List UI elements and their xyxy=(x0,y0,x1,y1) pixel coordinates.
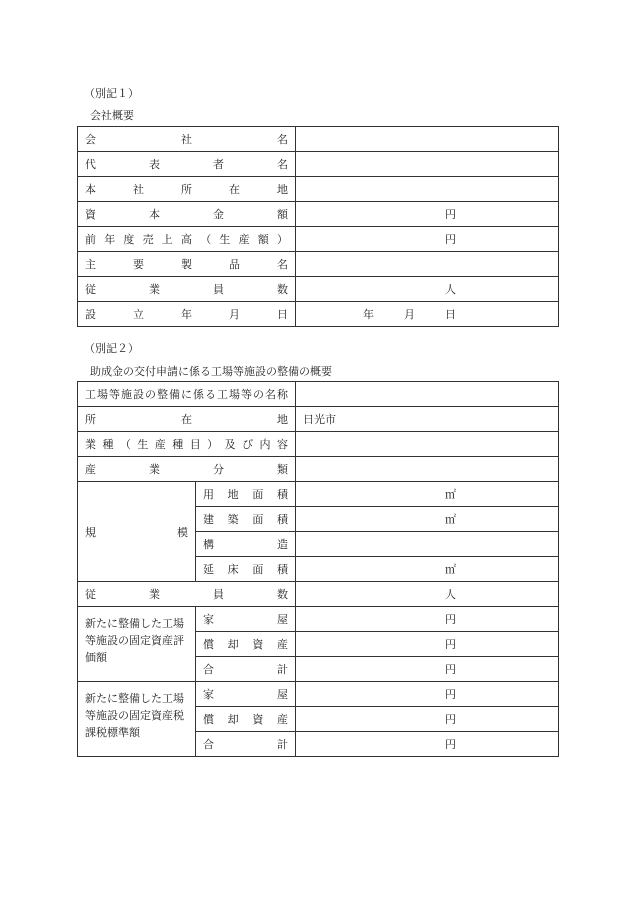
table-row xyxy=(78,177,559,202)
table-row xyxy=(78,127,559,152)
table-row xyxy=(78,607,559,632)
table-row xyxy=(78,152,559,177)
appendix-1-heading: （別記１） xyxy=(84,87,139,100)
facility-name-label: 工場等施設の整備に係る工場等の名称 xyxy=(78,382,296,407)
table-row xyxy=(78,202,559,227)
facility-employees-label: 従業員数 xyxy=(78,582,296,607)
business-type-value xyxy=(296,432,559,457)
date-day: 日 xyxy=(445,308,456,321)
assess-total-unit: 円 xyxy=(296,657,559,682)
structure-label: 構造 xyxy=(196,532,296,557)
founded-value xyxy=(296,302,559,327)
assessed-value-label: 新たに整備した工場等施設の固定資産評価額 xyxy=(78,607,196,682)
tax-depreciable-label: 償却資産 xyxy=(196,707,296,732)
head-office-label: 本社所在地 xyxy=(78,177,296,202)
date-year: 年 xyxy=(363,308,374,321)
company-overview-table xyxy=(77,126,559,327)
facility-name-value xyxy=(296,382,559,407)
building-area-label: 建築面積 xyxy=(196,507,296,532)
prior-year-sales-label: 前年度売上高（生産額） xyxy=(78,227,296,252)
table-row xyxy=(78,407,559,432)
tax-house-unit: 円 xyxy=(296,682,559,707)
table-row xyxy=(78,252,559,277)
employees-label: 従業員数 xyxy=(78,277,296,302)
industry-class-value xyxy=(296,457,559,482)
capital-label: 資本金額 xyxy=(78,202,296,227)
tax-total-unit: 円 xyxy=(296,732,559,757)
table-row xyxy=(78,582,559,607)
table-row xyxy=(78,302,559,327)
table-row xyxy=(78,382,559,407)
date-month: 月 xyxy=(404,308,415,321)
tax-base-label: 新たに整備した工場等施設の固定資産税課税標準額 xyxy=(78,682,196,757)
tax-house-label: 家屋 xyxy=(196,682,296,707)
representative-value xyxy=(296,152,559,177)
site-area-label: 用地面積 xyxy=(196,482,296,507)
location-label: 所在地 xyxy=(78,407,296,432)
representative-label: 代表者名 xyxy=(78,152,296,177)
tax-total-label: 合計 xyxy=(196,732,296,757)
facility-employees-unit: 人 xyxy=(296,582,559,607)
company-overview-title: 会社概要 xyxy=(90,109,134,122)
table-row xyxy=(78,432,559,457)
floor-area-label: 延床面積 xyxy=(196,557,296,582)
appendix-2-heading: （別記２） xyxy=(84,342,139,355)
table-row xyxy=(78,682,559,707)
head-office-value xyxy=(296,177,559,202)
main-products-label: 主要製品名 xyxy=(78,252,296,277)
structure-value xyxy=(296,532,559,557)
prior-year-sales-value: 円 xyxy=(296,227,559,252)
table-row xyxy=(78,227,559,252)
main-products-value xyxy=(296,252,559,277)
facility-overview-title: 助成金の交付申請に係る工場等施設の整備の概要 xyxy=(90,365,332,378)
location-value: 日光市 xyxy=(296,407,559,432)
assess-depreciable-label: 償却資産 xyxy=(196,632,296,657)
founded-label: 設立年月日 xyxy=(78,302,296,327)
table-row xyxy=(78,482,559,507)
scale-label: 規模 xyxy=(78,482,196,582)
company-name-label: 会社名 xyxy=(78,127,296,152)
building-area-unit: ㎡ xyxy=(296,507,559,532)
assess-house-unit: 円 xyxy=(296,607,559,632)
assess-house-label: 家屋 xyxy=(196,607,296,632)
table-row xyxy=(78,457,559,482)
tax-depreciable-unit: 円 xyxy=(296,707,559,732)
industry-class-label: 産業分類 xyxy=(78,457,296,482)
floor-area-unit: ㎡ xyxy=(296,557,559,582)
assess-total-label: 合計 xyxy=(196,657,296,682)
business-type-label: 業種（生産種目）及び内容 xyxy=(78,432,296,457)
facility-overview-table xyxy=(77,381,559,757)
site-area-unit: ㎡ xyxy=(296,482,559,507)
company-name-value xyxy=(296,127,559,152)
table-row xyxy=(78,277,559,302)
employees-value: 人 xyxy=(296,277,559,302)
capital-value: 円 xyxy=(296,202,559,227)
assess-depreciable-unit: 円 xyxy=(296,632,559,657)
